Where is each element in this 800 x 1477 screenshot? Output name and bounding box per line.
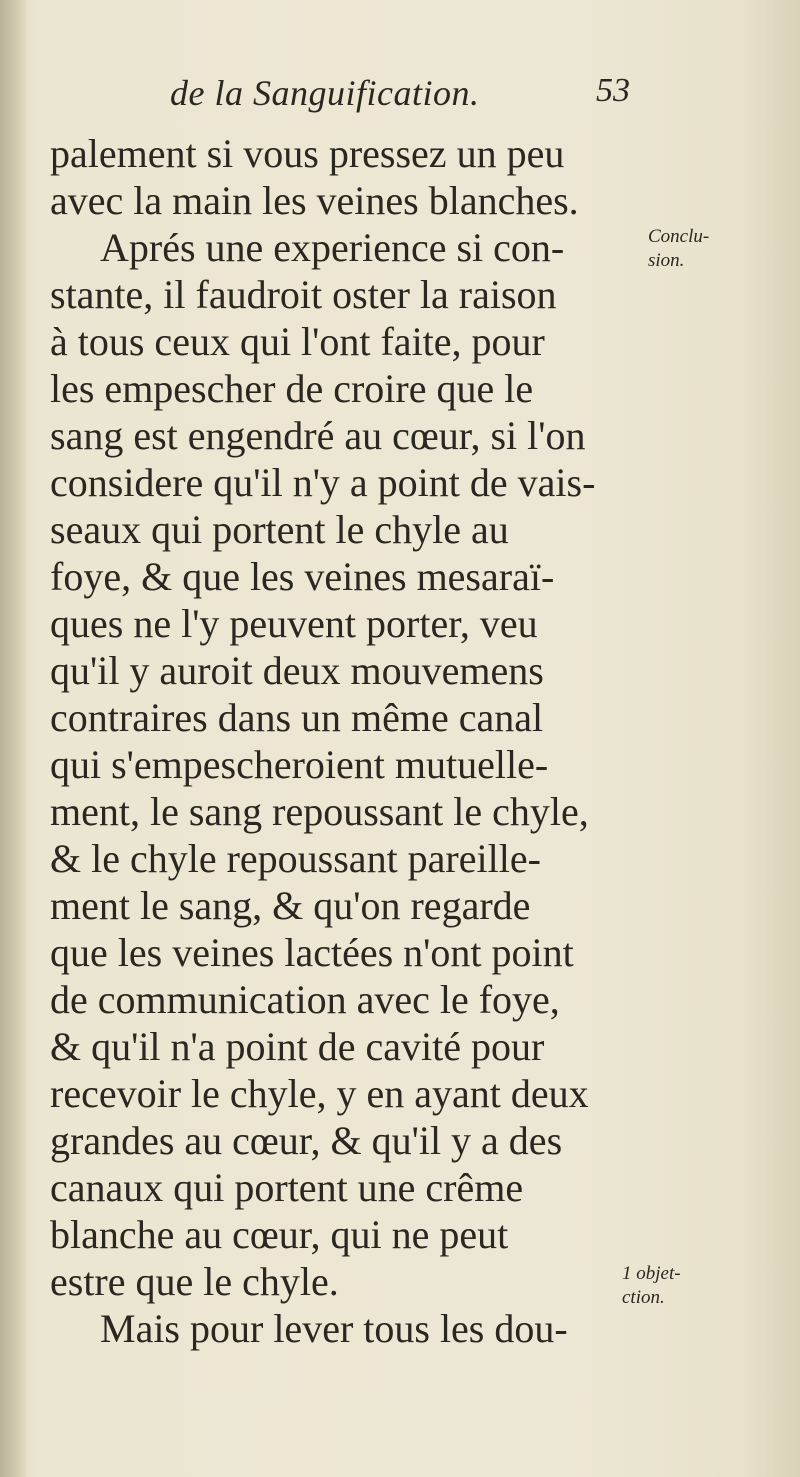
text-line: grandes au cœur, & qu'il y a des [50, 1118, 563, 1163]
text-line: que les veines lactées n'ont point [50, 930, 574, 975]
text-line: foye, & que les veines mesaraï- [50, 554, 555, 599]
margin-note-objection: 1 objet- ction. [622, 1263, 681, 1308]
text-line: avec la main les veines blanches. [50, 178, 579, 223]
text-line: les empescher de croire que le [50, 366, 534, 411]
margin-note-conclusion: Conclu- sion. [648, 226, 710, 271]
text-line: de communication avec le foye, [50, 977, 560, 1022]
text-line: & qu'il n'a point de cavité pour [50, 1024, 545, 1069]
text-line: à tous ceux qui l'ont faite, pour [50, 319, 545, 364]
text-line: & le chyle repoussant pareille- [50, 836, 541, 881]
text-line: seaux qui portent le chyle au [50, 507, 509, 552]
text-line: canaux qui portent une crême [50, 1165, 524, 1210]
text-line: contraires dans un même canal [50, 695, 544, 740]
running-title: de la Sanguification. [170, 73, 480, 113]
text-line: estre que le chyle. [50, 1259, 339, 1304]
text-line: ment le sang, & qu'on regarde [50, 883, 531, 928]
text-line: recevoir le chyle, y en ayant deux [50, 1071, 589, 1116]
text-line: Mais pour lever tous les dou- [100, 1306, 568, 1351]
text-line: qui s'empescheroient mutuelle- [50, 742, 549, 787]
text-line: ques ne l'y peuvent porter, veu [50, 601, 538, 646]
page-header [170, 72, 630, 122]
page-gutter [0, 0, 26, 1477]
text-line: sang est engendré au cœur, si l'on [50, 413, 586, 458]
text-line: blanche au cœur, qui ne peut [50, 1212, 509, 1257]
text-line: qu'il y auroit deux mouvemens [50, 648, 544, 693]
text-line: ment, le sang repoussant le chyle, [50, 789, 589, 834]
text-line: Aprés une experience si con- [100, 225, 565, 270]
text-line: stante, il faudroit oster la raison [50, 272, 557, 317]
page-number: 53 [596, 72, 630, 109]
text-line: considere qu'il n'y a point de vais- [50, 460, 596, 505]
text-line: palement si vous pressez un peu [50, 131, 565, 176]
